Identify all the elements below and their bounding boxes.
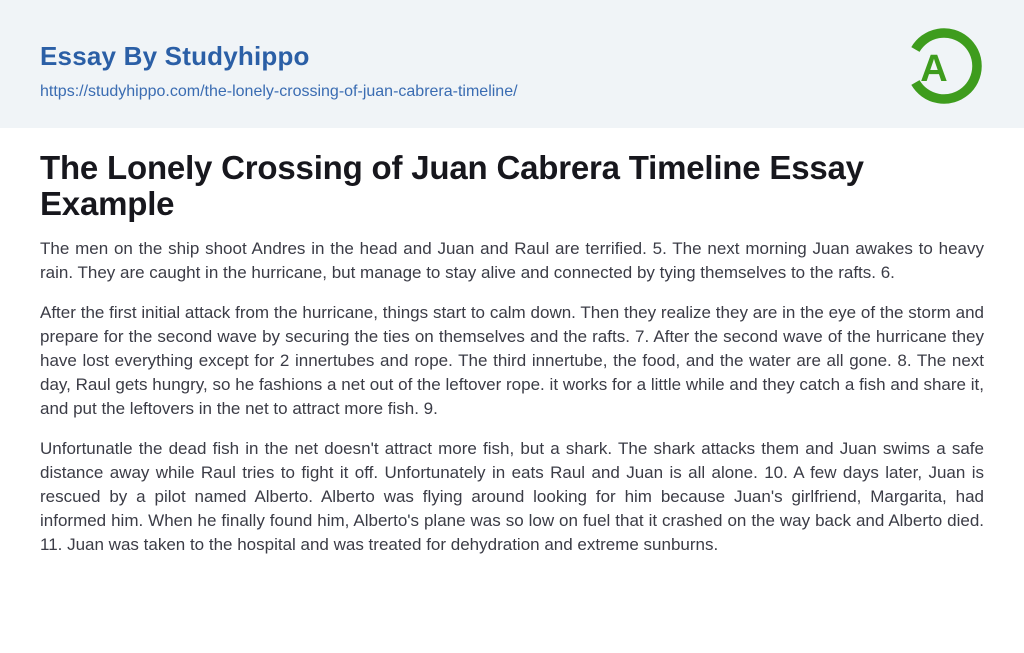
header-text-block <box>40 27 518 100</box>
essay-article <box>0 150 1024 557</box>
essay-title: The Lonely Crossing of Juan Cabrera Timeline Essay Example <box>40 149 864 222</box>
source-url-link[interactable]: https://studyhippo.com/the-lonely-crossing-of-juan-cabrera-timeline/ <box>40 82 518 100</box>
studyhippo-logo-icon <box>904 26 984 106</box>
essay-paragraph: The men on the ship shoot Andres in the head and Juan and Raul are terrified. 5. The next morning Juan awakes to heavy rain. They are caught in the hurricane, but manage to stay alive and connected by tying themselves to the rafts. 6. <box>40 239 984 282</box>
essay-paragraph: After the first initial attack from the hurricane, things start to calm down. Then they realize they are in the eye of the storm and prepare for the second wave by securing the ties on themselves and the rafts. 7. After the second wave of the hurricane they have lost everything except for 2 innertubes and rope. The third innertube, the food, and the water are all gone. 8. The next day, Raul gets hungry, so he fashions a net out of the leftover rope. it works for a little while and they catch a fish and share it, and put the leftovers in the net to attract more fish. 9. <box>40 303 984 418</box>
logo-letter: A <box>920 48 948 90</box>
page-header <box>0 0 1024 128</box>
essay-paragraph: Unfortunatle the dead fish in the net doesn't attract more fish, but a shark. The shark attacks them and Juan swims a safe distance away while Raul tries to fight it off. Unfortunately in eats Raul and Juan is all alone. 10. A few days later, Juan is rescued by a pilot named Alberto. Alberto was flying around looking for him because Juan's girlfriend, Margarita, had informed him. When he finally found him, Alberto's plane was so low on fuel that it crashed on the way back and Alberto died. 11. Juan was taken to the hospital and was treated for dehydration and extreme sunburns. <box>40 439 984 554</box>
site-title: Essay By Studyhippo <box>40 41 310 72</box>
